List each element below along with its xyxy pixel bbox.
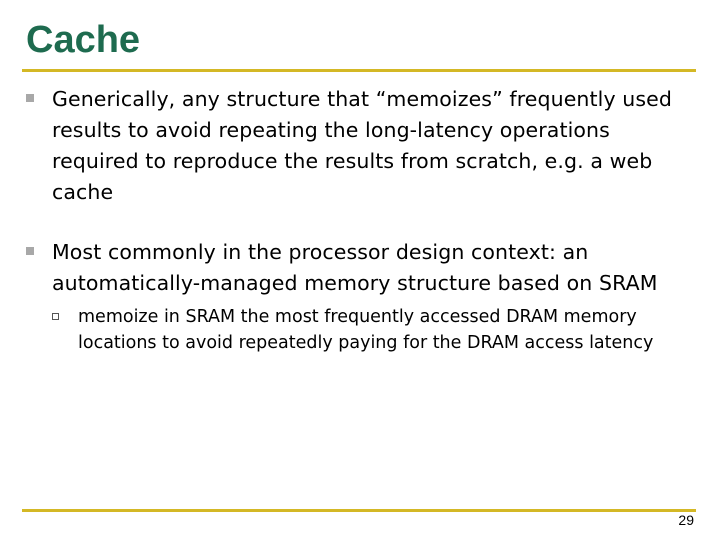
footer-divider bbox=[22, 509, 696, 512]
square-bullet-icon bbox=[26, 94, 34, 102]
square-bullet-icon bbox=[26, 247, 34, 255]
bullet-text: Most commonly in the processor design context: an automatically-managed memory structure based on SRAM bbox=[52, 240, 658, 295]
open-square-bullet-icon bbox=[52, 313, 59, 320]
page-number: 29 bbox=[678, 512, 694, 528]
title-divider bbox=[22, 69, 696, 72]
sub-bullet-text: memoize in SRAM the most frequently accessed DRAM memory locations to avoid repeatedly paying for the DRAM access latency bbox=[78, 307, 654, 353]
slide-title: Cache bbox=[26, 19, 141, 61]
bullet-text: Generically, any structure that “memoizes” frequently used results to avoid repeating the long-latency operations required to reproduce the results from scratch, e.g. a web cache bbox=[52, 87, 673, 204]
